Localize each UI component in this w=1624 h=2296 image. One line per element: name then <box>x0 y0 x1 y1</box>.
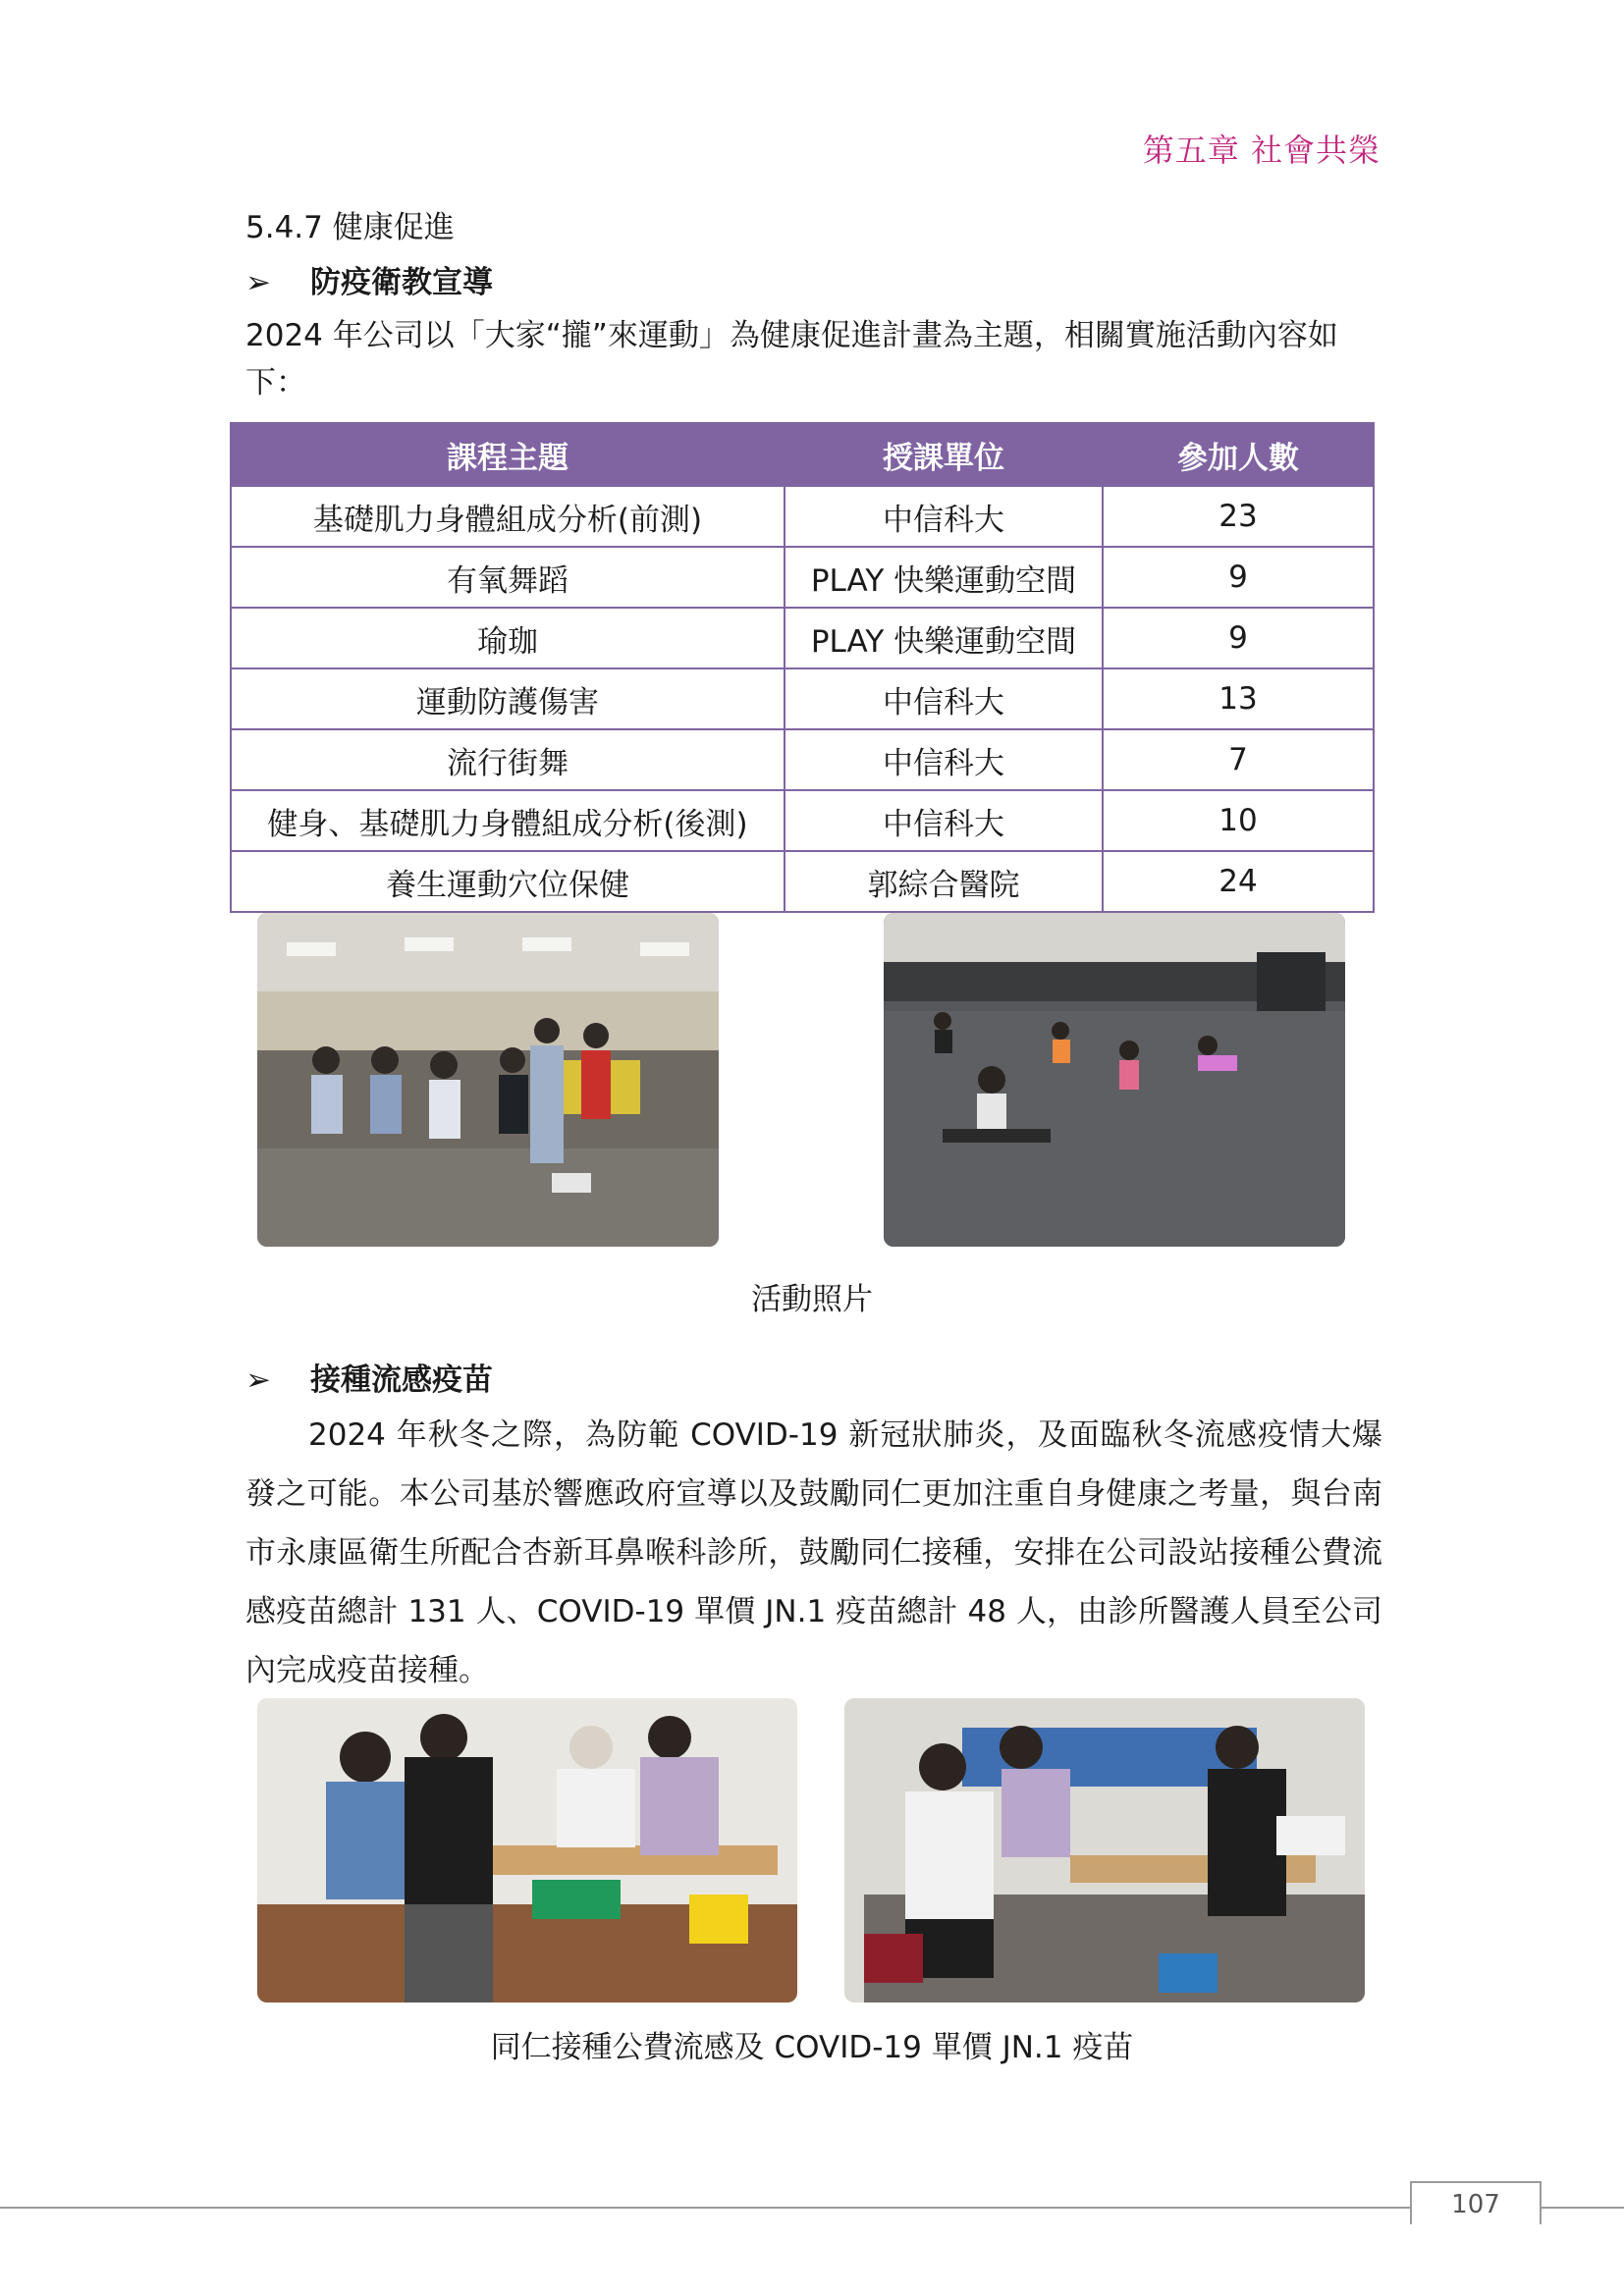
table-cell: 基礎肌力身體組成分析(前測) <box>231 486 785 547</box>
activity-photos-caption: 活動照片 <box>751 1282 873 1317</box>
section-title: 5.4.7 健康促進 <box>245 210 455 245</box>
course-table <box>230 422 1375 913</box>
table-cell: 流行街舞 <box>231 729 785 790</box>
vaccine-photo-2 <box>844 1698 1365 2002</box>
footer-divider <box>0 2207 1624 2209</box>
bullet-heading-vaccine <box>245 1355 493 1399</box>
table-cell: 瑜珈 <box>231 608 785 668</box>
activity-photo-stretching <box>884 913 1345 1247</box>
table-cell: 養生運動穴位保健 <box>231 851 785 912</box>
bullet-heading-education <box>245 257 493 301</box>
table-row <box>231 668 1374 729</box>
table-row <box>231 790 1374 851</box>
column-header: 課程主題 <box>231 423 785 486</box>
table-cell: 9 <box>1103 547 1374 608</box>
table-cell: 有氧舞蹈 <box>231 547 785 608</box>
table-cell: PLAY 快樂運動空間 <box>785 547 1103 608</box>
chapter-header: 第五章 社會共榮 <box>1142 132 1380 169</box>
page-number: 107 <box>1410 2181 1542 2224</box>
table-cell: PLAY 快樂運動空間 <box>785 608 1103 668</box>
table-cell: 中信科大 <box>785 486 1103 547</box>
table-header-row <box>231 423 1374 486</box>
bullet-heading-label: 防疫衛教宣導 <box>310 265 493 300</box>
arrow-icon: ➢ <box>245 1362 271 1398</box>
table-cell: 中信科大 <box>785 729 1103 790</box>
column-header: 授課單位 <box>785 423 1103 486</box>
table-row <box>231 729 1374 790</box>
intro-paragraph: 2024 年公司以「大家“攏”來運動」為健康促進計畫為主題，相關實施活動內容如下： <box>245 318 1338 400</box>
vaccine-paragraph <box>245 1406 1382 1700</box>
table-cell: 運動防護傷害 <box>231 668 785 729</box>
table-cell: 7 <box>1103 729 1374 790</box>
arrow-icon: ➢ <box>245 265 271 300</box>
activity-photo-seminar <box>257 913 719 1247</box>
vaccine-photos-caption: 同仁接種公費流感及 COVID-19 單價 JN.1 疫苗 <box>490 2030 1134 2065</box>
table-cell: 郭綜合醫院 <box>785 851 1103 912</box>
vaccine-photo-1 <box>257 1698 797 2002</box>
column-header: 參加人數 <box>1103 423 1374 486</box>
table-cell: 中信科大 <box>785 790 1103 851</box>
bullet-heading-label: 接種流感疫苗 <box>310 1362 493 1398</box>
table-cell: 23 <box>1103 486 1374 547</box>
table-cell: 中信科大 <box>785 668 1103 729</box>
table-cell: 24 <box>1103 851 1374 912</box>
table-cell: 13 <box>1103 668 1374 729</box>
table-row <box>231 547 1374 608</box>
table-cell: 健身、基礎肌力身體組成分析(後測) <box>231 790 785 851</box>
table-row <box>231 851 1374 912</box>
vaccine-paragraph-text: 2024 年秋冬之際，為防範 COVID-19 新冠狀肺炎，及面臨秋冬流感疫情大爆發之可能。本公司基於響應政府宣導以及鼓勵同仁更加注重自身健康之考量，與台南市永康區衛生所配合杏新耳鼻喉科診所，鼓勵同仁接種，安排在公司設站接種公費流感疫苗總計 131 人、COVID-19 單價 JN.1 疫苗總計 48 人，由診所醫護人員至公司內完成疫苗接種。 <box>245 1417 1382 1688</box>
table-cell: 9 <box>1103 608 1374 668</box>
table-row <box>231 608 1374 668</box>
table-cell: 10 <box>1103 790 1374 851</box>
table-row <box>231 486 1374 547</box>
